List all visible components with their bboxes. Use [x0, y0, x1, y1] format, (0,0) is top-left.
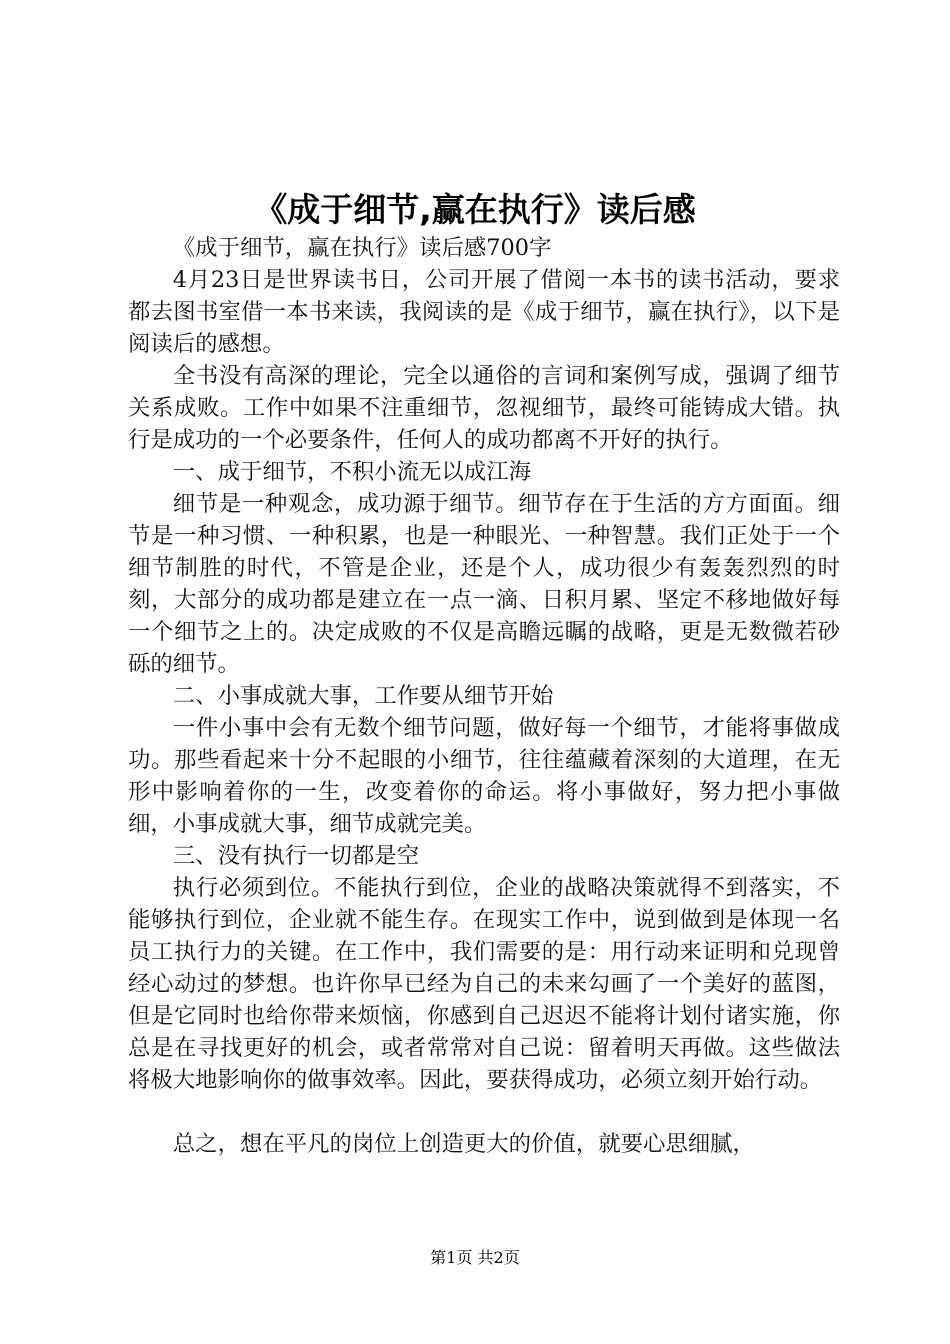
section-heading-1: 一、成于细节，不积小流无以成江海 [172, 459, 532, 485]
paragraph-spacer [128, 1096, 840, 1128]
summary-paragraph: 全书没有高深的理论，完全以通俗的言词和案例写成，强调了细节关系成败。工作中如果不注重细节，忽视细节，最终可能铸成大错。执行是成功的一个必要条件，任何人的成功都离不开好的执行。 [128, 363, 840, 453]
document-body [128, 232, 840, 1160]
section-paragraph-1: 细节是一种观念，成功源于细节。细节存在于生活的方方面面。细节是一种习惯、一种积累，也是一种眼光、一种智慧。我们正处于一个细节制胜的时代，不管是企业，还是个人，成功很少有轰轰烈烈的时刻，大部分的成功都是建立在一点一滴、日积月累、坚定不移地做好每一个细节之上的。决定成败的不仅是高瞻远瞩的战略，更是无数微若砂砾的细节。 [128, 491, 840, 677]
conclusion-paragraph: 总之，想在平凡的岗位上创造更大的价值，就要心思细腻， [172, 1131, 755, 1157]
document-title: 《成于细节,赢在执行》读后感 [254, 190, 696, 229]
section-heading-3: 三、没有执行一切都是空 [172, 843, 420, 869]
section-heading-2: 二、小事成就大事，工作要从细节开始 [172, 683, 554, 709]
intro-paragraph: 4月23日是世界读书日，公司开展了借阅一本书的读书活动，要求都去图书室借一本书来读，我阅读的是《成于细节，赢在执行》，以下是阅读后的感想。 [128, 267, 840, 357]
section-paragraph-3: 执行必须到位。不能执行到位，企业的战略决策就得不到落实，不能够执行到位，企业就不能生存。在现实工作中，说到做到是体现一名员工执行力的关键。在工作中，我们需要的是：用行动来证明和兑现曾经心动过的梦想。也许你早已经为自己的未来勾画了一个美好的蓝图，但是它同时也给你带来烦恼，你感到自己迟迟不能将计划付诸实施，你总是在寻找更好的机会，或者常常对自己说：留着明天再做。这些做法将极大地影响你的做事效率。因此，要获得成功，必须立刻开始行动。 [128, 875, 840, 1093]
page-number-footer: 第1页 共2页 [430, 1248, 520, 1267]
section-paragraph-2: 一件小事中会有无数个细节问题，做好每一个细节，才能将事做成功。那些看起来十分不起眼的小细节，往往蕴藏着深刻的大道理，在无形中影响着你的一生，改变着你的命运。将小事做好，努力把小事做细，小事成就大事，细节成就完美。 [128, 715, 840, 837]
subtitle-paragraph: 《成于细节，赢在执行》读后感700字 [172, 235, 552, 261]
